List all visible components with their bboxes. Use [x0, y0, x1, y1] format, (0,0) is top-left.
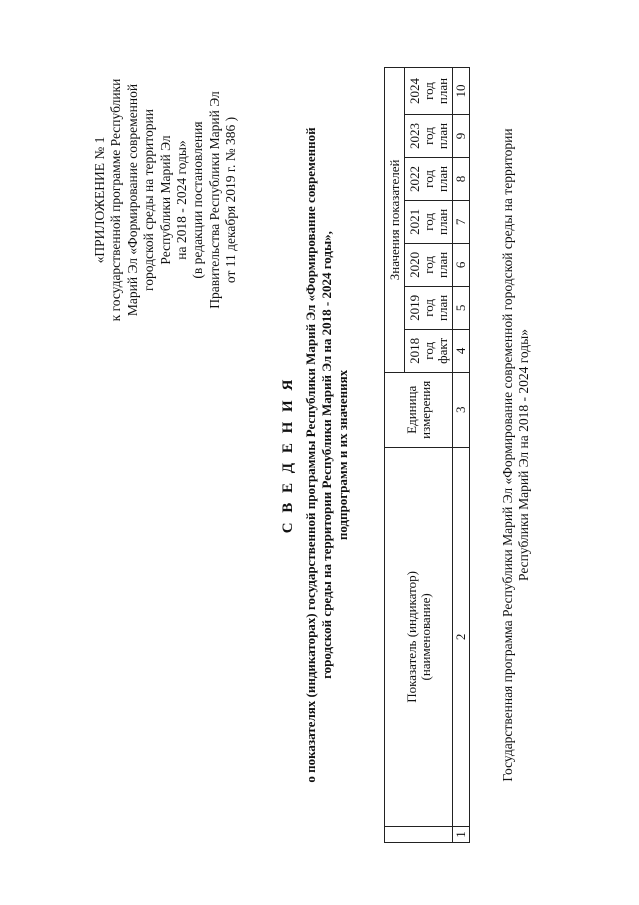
appendix-line: городской среды на территории: [141, 109, 157, 291]
appendix-line: от 11 декабря 2019 г. № 386 ): [223, 116, 239, 284]
appendix-line: Марий Эл «Формирование современной: [124, 83, 140, 317]
caption-line: Государственная программа Республики Марий Эл «Формирование современной городской среды на территории: [500, 128, 515, 782]
header-indicator-line2: (наименование): [417, 593, 433, 681]
appendix-line: к государственной программе Республики: [108, 78, 124, 322]
column-number: 9: [453, 114, 470, 157]
appendix-line: Правительства Республики Марий Эл: [206, 91, 222, 309]
year-cell: 2019 год план: [405, 286, 453, 329]
caption-line: Республики Марий Эл на 2018 - 2024 годы»: [516, 329, 531, 581]
document-title: [280, 75, 351, 835]
column-number: 7: [453, 200, 470, 243]
appendix-line: на 2018 - 2024 годы»: [174, 140, 190, 260]
column-number: 1: [453, 827, 470, 843]
appendix-line: (в редакции постановления: [190, 121, 206, 279]
title-subtitle: [303, 75, 351, 835]
header-values: Значения показателей: [385, 68, 405, 373]
header-indicator-line1: Показатель (индикатор): [403, 571, 419, 703]
column-number-row: [453, 68, 470, 843]
column-number: 2: [453, 447, 470, 826]
year-cell: 2021 год план: [405, 200, 453, 243]
column-number: 8: [453, 157, 470, 200]
column-number: 10: [453, 68, 470, 115]
column-number: 5: [453, 286, 470, 329]
title-heading: С В Е Д Е Н И Я: [280, 376, 296, 534]
header-indicator: [385, 447, 453, 826]
appendix-line: «ПРИЛОЖЕНИЕ № 1: [92, 136, 107, 264]
subtitle-line: подпрограмм и их значениях: [335, 369, 350, 541]
year-cell: 2023 год план: [405, 114, 453, 157]
column-number: 4: [453, 329, 470, 372]
appendix-block: [92, 55, 240, 345]
subtitle-line: городской среды на территории Республики Марий Эл на 2018 - 2024 годы»,: [319, 231, 334, 679]
year-cell: 2024 год план: [405, 68, 453, 115]
year-cell: 2020 год план: [405, 243, 453, 286]
header-unit-line1: Единица: [403, 385, 419, 434]
header-unit-line2: измерения: [417, 380, 433, 439]
column-number: 6: [453, 243, 470, 286]
indicators-table: [384, 67, 470, 843]
header-unit: [385, 372, 453, 447]
appendix-line: Республики Марий Эл: [157, 135, 173, 265]
header-number: [385, 827, 453, 843]
program-caption: [500, 67, 532, 843]
subtitle-line: о показателях (индикаторах) государственной программы Республики Марий Эл «Формирование современной: [303, 127, 318, 783]
year-cell: 2018 год факт: [405, 329, 453, 372]
year-cell: 2022 год план: [405, 157, 453, 200]
column-number: 3: [453, 372, 470, 447]
